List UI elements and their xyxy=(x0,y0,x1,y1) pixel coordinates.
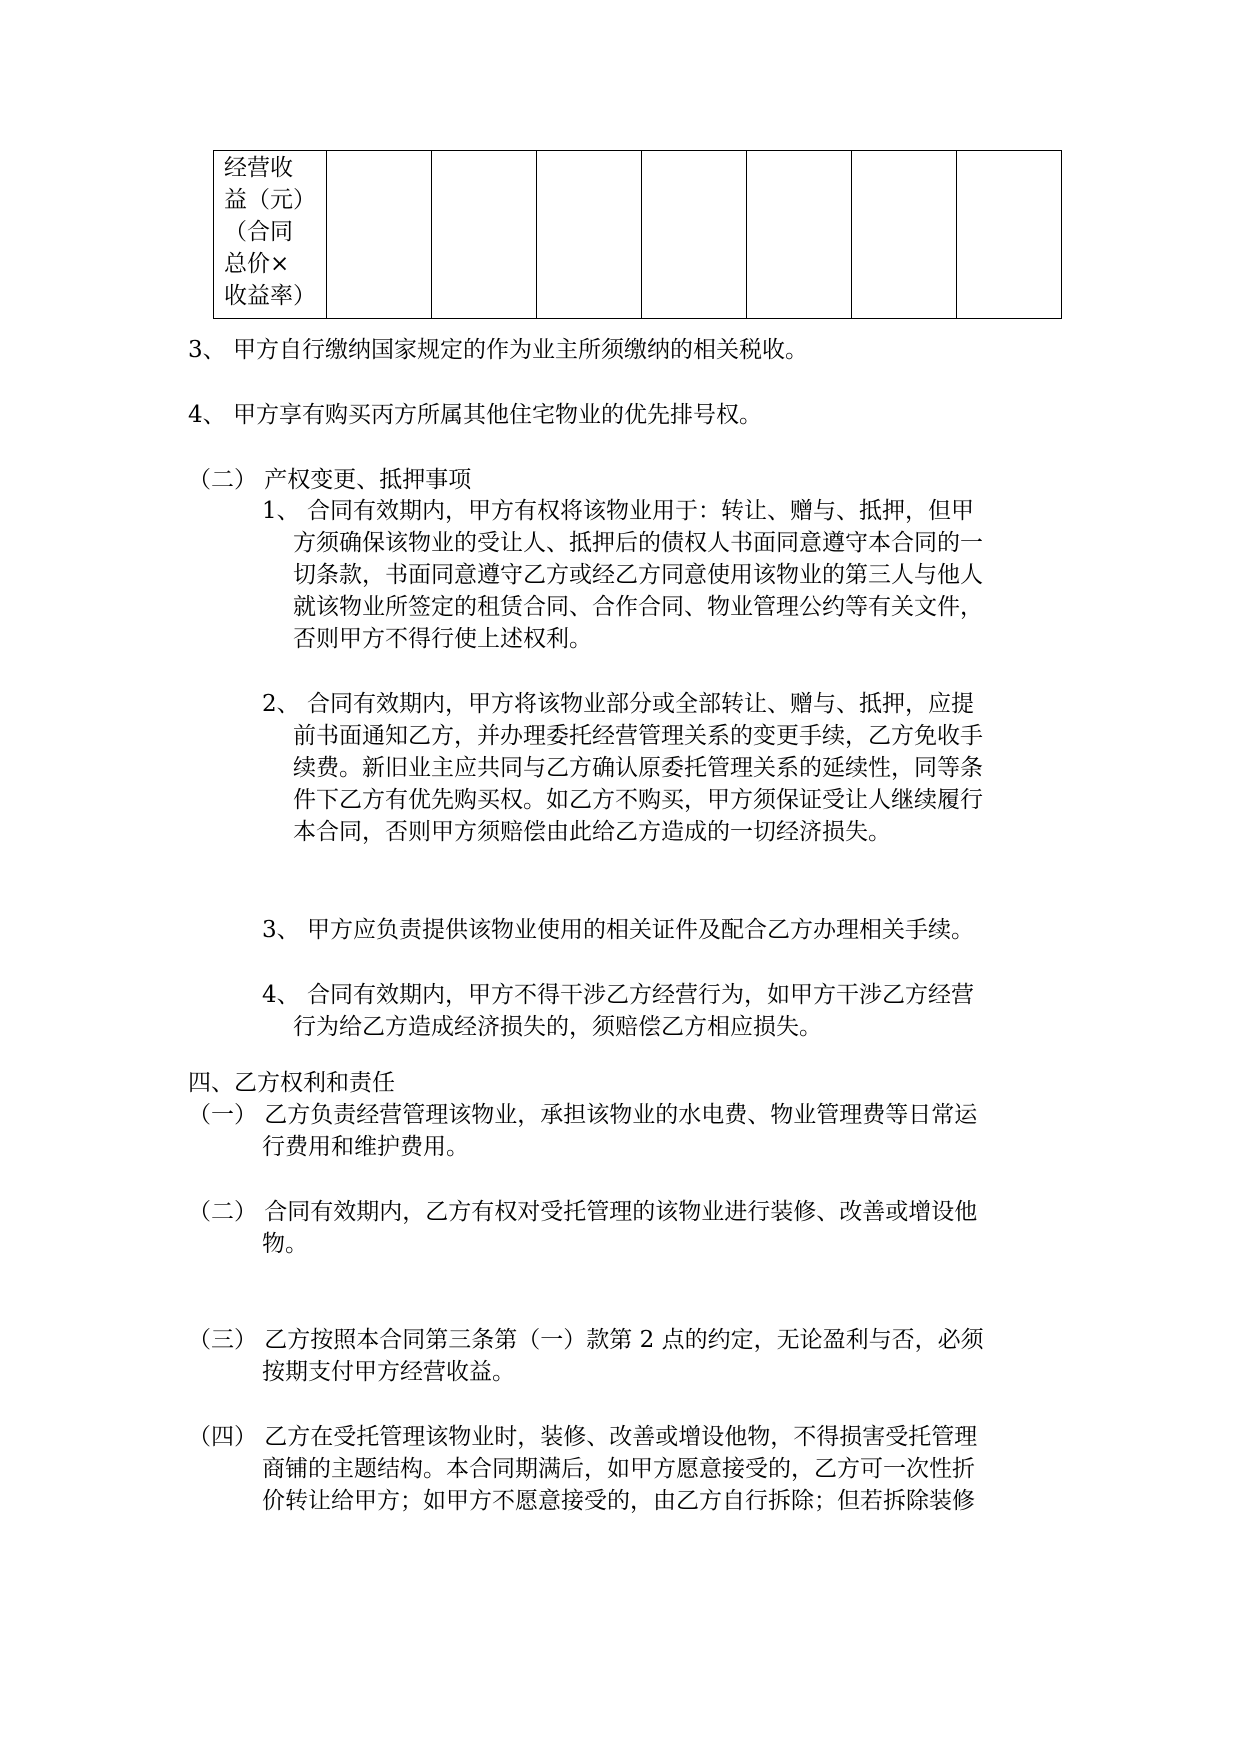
table-row xyxy=(214,151,1062,319)
text-line-h4: 四、乙方权利和责任 xyxy=(188,1070,395,1096)
table-cell xyxy=(327,151,432,319)
table-cell xyxy=(747,151,852,319)
text-line-p1-d: 就该物业所签定的租赁合同、合作合同、物业管理公约等有关文件， xyxy=(293,594,983,620)
text-line-p1-b: 方须确保该物业的受让人、抵押后的债权人书面同意遵守本合同的一 xyxy=(293,530,983,556)
text-line-p4-b: 行为给乙方造成经济损失的，须赔偿乙方相应损失。 xyxy=(293,1014,822,1040)
table-cell xyxy=(432,151,537,319)
text-line-s3-1: 3、 甲方自行缴纳国家规定的作为业主所须缴纳的相关税收。 xyxy=(188,337,808,363)
header-line: 经营收 xyxy=(224,155,293,181)
text-line-p1-e: 否则甲方不得行使上述权利。 xyxy=(293,626,592,652)
text-line-p2-b: 前书面通知乙方，并办理委托经营管理关系的变更手续，乙方免收手 xyxy=(293,723,983,749)
revenue-table xyxy=(213,150,1062,319)
table-cell xyxy=(957,151,1062,319)
header-line: 总价× xyxy=(224,251,290,277)
table-cell xyxy=(852,151,957,319)
header-line: 益（元） xyxy=(224,187,316,213)
text-line-q2-a: （二） 合同有效期内，乙方有权对受托管理的该物业进行装修、改善或增设他 xyxy=(188,1199,978,1225)
text-line-p2-e: 本合同，否则甲方须赔偿由此给乙方造成的一切经济损失。 xyxy=(293,819,891,845)
text-line-h2: （二） 产权变更、抵押事项 xyxy=(188,467,472,493)
text-line-p4-a: 4、 合同有效期内，甲方不得干涉乙方经营行为，如甲方干涉乙方经营 xyxy=(262,982,974,1008)
table-header-cell xyxy=(214,151,327,319)
text-line-p1-c: 切条款，书面同意遵守乙方或经乙方同意使用该物业的第三人与他人 xyxy=(293,562,983,588)
table-cell xyxy=(537,151,642,319)
text-line-p1-a: 1、 合同有效期内，甲方有权将该物业用于：转让、赠与、抵押，但甲 xyxy=(262,498,974,524)
text-line-q4-c: 价转让给甲方；如甲方不愿意接受的，由乙方自行拆除；但若拆除装修 xyxy=(262,1488,975,1514)
text-line-s3-2: 4、 甲方享有购买丙方所属其他住宅物业的优先排号权。 xyxy=(188,402,762,428)
text-line-q4-a: （四） 乙方在受托管理该物业时，装修、改善或增设他物，不得损害受托管理 xyxy=(188,1424,978,1450)
table-cell xyxy=(642,151,747,319)
text-line-q4-b: 商铺的主题结构。本合同期满后，如甲方愿意接受的，乙方可一次性折 xyxy=(262,1456,975,1482)
text-line-p2-a: 2、 合同有效期内，甲方将该物业部分或全部转让、赠与、抵押，应提 xyxy=(262,691,974,717)
text-line-q1-b: 行费用和维护费用。 xyxy=(262,1134,469,1160)
text-line-q3-a: （三） 乙方按照本合同第三条第（一）款第 2 点的约定，无论盈利与否，必须 xyxy=(188,1327,984,1353)
text-line-p3: 3、 甲方应负责提供该物业使用的相关证件及配合乙方办理相关手续。 xyxy=(262,917,974,943)
header-line: 收益率） xyxy=(224,283,316,309)
text-line-q1-a: （一） 乙方负责经营管理该物业，承担该物业的水电费、物业管理费等日常运 xyxy=(188,1102,978,1128)
text-line-q3-b: 按期支付甲方经营收益。 xyxy=(262,1359,515,1385)
header-line: （合同 xyxy=(224,219,293,245)
text-line-p2-c: 续费。新旧业主应共同与乙方确认原委托管理关系的延续性，同等条 xyxy=(293,755,983,781)
text-line-p2-d: 件下乙方有优先购买权。如乙方不购买，甲方须保证受让人继续履行 xyxy=(293,787,983,813)
text-line-q2-b: 物。 xyxy=(262,1231,308,1257)
